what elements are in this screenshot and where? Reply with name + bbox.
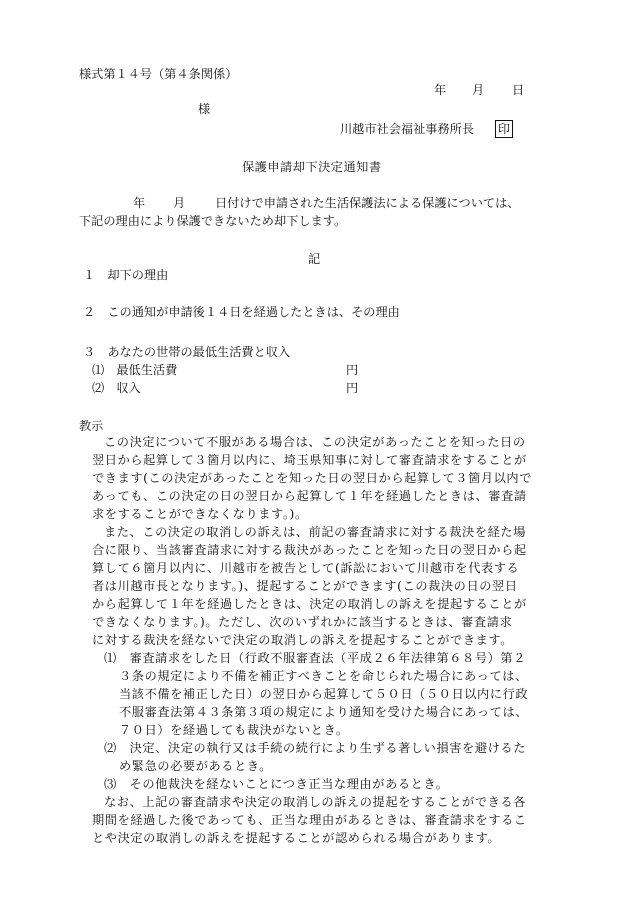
intro-month-label: 月 — [173, 196, 186, 210]
kyoji-line: なお、上記の審査請求や決定の取消しの訴えの提起をすることができる各 — [104, 795, 526, 809]
kyoji-line: め緊急の必要があるとき。 — [119, 759, 272, 773]
kyoji-line: ３条の規定により不備を補正すべきことを命じられた場合にあっては、 — [119, 669, 528, 683]
ki-heading: 記 — [308, 252, 321, 266]
intro-year-label: 年 — [133, 196, 146, 210]
kyoji-line: ７０日）を経過しても裁決がないとき。 — [119, 723, 349, 737]
kyoji-line: ⑵ 決定、決定の執行又は手続の続行により生ずる著しい損害を避けるた — [104, 741, 526, 755]
kyoji-line: とや決定の取消しの訴えを提起することが認められる場合があります。 — [92, 831, 501, 845]
sub-item-income-unit: 円 — [346, 381, 359, 395]
kyoji-line: 求をすることができなくなります。)。 — [92, 507, 308, 521]
date-day-label: 日 — [512, 83, 525, 97]
intro-line-1: 日付けで申請された生活保護法による保護については、 — [215, 196, 520, 210]
kyoji-line: 翌日から起算して３箇月以内に、埼玉県知事に対して審査請求をすることが — [92, 453, 527, 467]
intro-line-2: 下記の理由により保護できないため却下します。 — [79, 214, 347, 228]
kyoji-line: 不服審査法第４３条第３項の規定により通知を受けた場合にあっては、 — [119, 705, 529, 719]
kyoji-line: 合に限り、当該審査請求に対する裁決があったことを知った日の翌日から起 — [92, 543, 527, 557]
kyoji-line: から起算して１年を経過したときは、決定の取消しの訴えを提起することが — [92, 597, 527, 611]
item-2: ２ この通知が申請後１４日を経過したときは、その理由 — [83, 305, 400, 319]
recipient-suffix: 様 — [198, 102, 211, 116]
kyoji-line: また、この決定の取消しの訴えは、前記の審査請求に対する裁決を経た場 — [104, 525, 526, 539]
issuer-name: 川越市社会福祉事務所長 — [340, 122, 475, 136]
item-1: １ 却下の理由 — [83, 268, 169, 282]
sub-item-living-cost-unit: 円 — [346, 363, 359, 377]
form-number: 様式第１４号（第４条関係） — [79, 67, 238, 81]
kyoji-heading: 教示 — [79, 419, 104, 433]
document-title: 保護申請却下決定通知書 — [242, 160, 382, 174]
kyoji-line: できなくなります。)。ただし、次のいずれかに該当するときは、審査請求 — [92, 615, 513, 629]
kyoji-line: 算して６箇月以内に、川越市を被告として(訴訟において川越市を代表する — [92, 561, 520, 575]
kyoji-line: この決定について不服がある場合は、この決定があったことを知った日の — [104, 435, 526, 449]
kyoji-line: に対する裁決を経ないで決定の取消しの訴えを提起することができます。 — [92, 633, 514, 647]
sub-item-income: ⑵ 収入 — [92, 381, 141, 395]
date-month-label: 月 — [472, 83, 485, 97]
item-3: ３ あなたの世帯の最低生活費と収入 — [83, 345, 291, 359]
kyoji-line: 期間を経過した後であっても、正当な理由があるときは、審査請求をするこ — [92, 813, 527, 827]
date-year-label: 年 — [434, 83, 447, 97]
seal-box: 印 — [495, 120, 513, 138]
kyoji-line: ⑶ その他裁決を経ないことにつき正当な理由があるとき。 — [104, 777, 449, 791]
kyoji-line: できます(この決定があったことを知った日の翌日から起算して３箇月以内で — [92, 471, 533, 485]
kyoji-line: ⑴ 審査請求をした日（行政不服審査法（平成２６年法律第６８号）第２ — [104, 651, 526, 665]
kyoji-line: 者は川越市長となります。)、提起することができます(この裁決の日の翌日 — [92, 579, 518, 593]
kyoji-line: あっても、この決定の日の翌日から起算して１年を経過したときは、審査請 — [92, 489, 527, 503]
kyoji-line: 当該不備を補正した日）の翌日から起算して５０日（５０日以内に行政 — [119, 687, 529, 701]
sub-item-living-cost: ⑴ 最低生活費 — [92, 363, 178, 377]
